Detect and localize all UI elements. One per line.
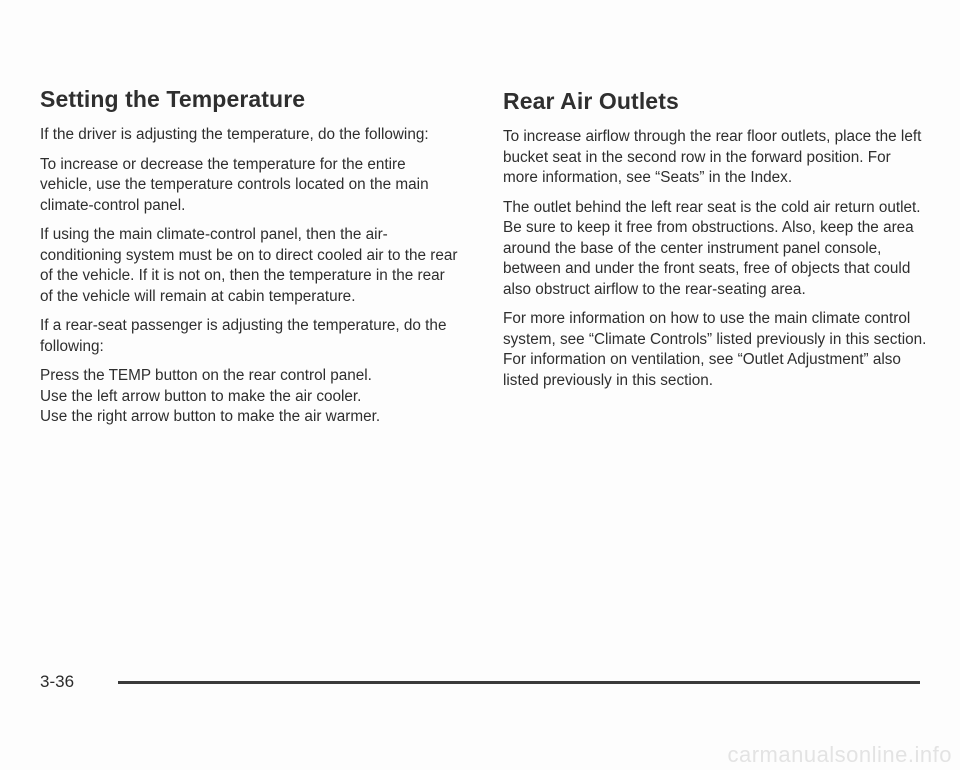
paragraph: The outlet behind the left rear seat is the cold air return outlet. Be sure to keep it free from obstructions. Also, keep the area around the base of the center instrument panel console, between and under the front seats, free of objects that could also obstruct airflow to the rear-seating area. [503, 198, 921, 298]
paragraph: To increase airflow through the rear floor outlets, place the left bucket seat in the second row in the forward position. For more information, see “Seats” in the Index. [503, 128, 922, 186]
paragraph: If a rear-seat passenger is adjusting the temperature, do the following: [40, 317, 447, 355]
page-number: 3-36 [40, 672, 75, 691]
paragraph: If the driver is adjusting the temperature, do the following: [40, 126, 429, 143]
step-item: Use the left arrow button to make the air cooler. [40, 387, 362, 405]
step-item: Press the TEMP button on the rear control panel. [40, 367, 372, 384]
paragraph: If using the main climate-control panel, then the air-conditioning system must be on to direct cooled air to the rear of the vehicle. If it is not on, then the temperature in the rear of the vehicle will remain at cabin temperature. [40, 226, 458, 305]
paragraph: For more information on how to use the main climate control system, see “Climate Controls” listed previously in this section. For information on ventilation, see “Outlet Adjustment” also listed previously in this section. [503, 310, 927, 389]
right-column [503, 88, 928, 400]
left-column [40, 86, 460, 428]
step-list [40, 366, 460, 428]
watermark: carmanualsonline.info [727, 742, 952, 767]
step-item: Use the right arrow button to make the air warmer. [40, 408, 381, 425]
paragraph: To increase or decrease the temperature for the entire vehicle, use the temperature controls located on the main climate-control panel. [40, 155, 429, 214]
section-title-rear-air-outlets: Rear Air Outlets [503, 88, 679, 114]
footer-rule [118, 681, 920, 684]
section-title-setting-temperature: Setting the Temperature [40, 86, 306, 112]
